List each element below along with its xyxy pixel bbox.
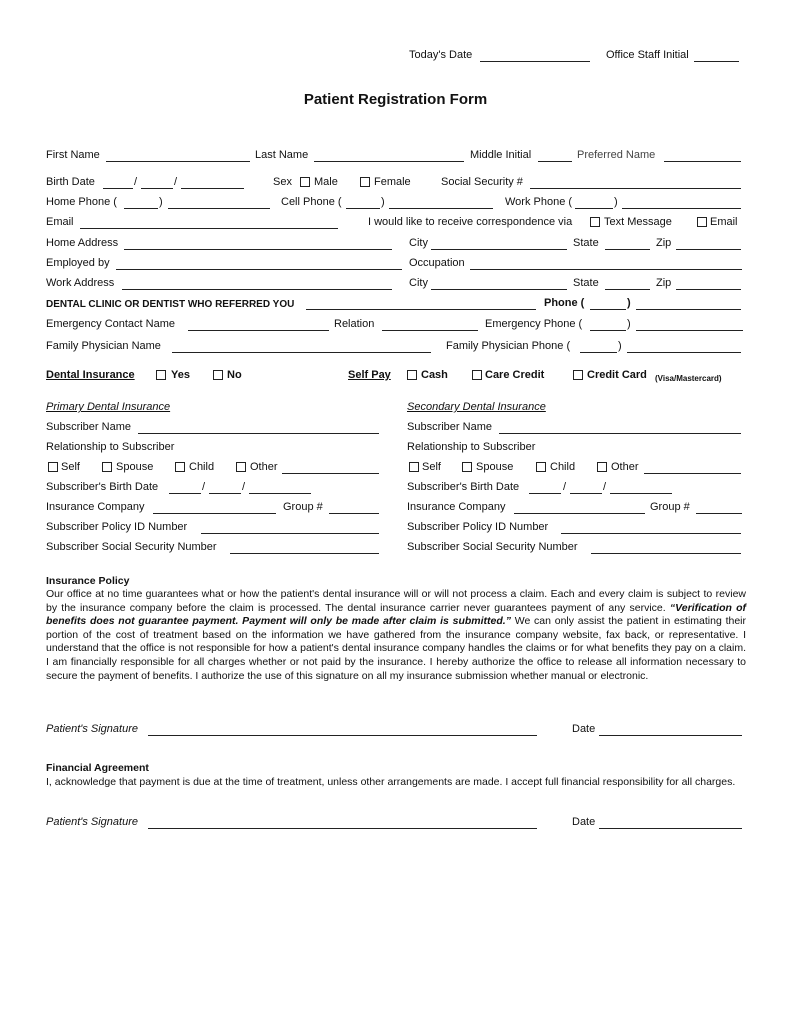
home-city-field[interactable]: [431, 239, 567, 250]
occupation-label: Occupation: [409, 257, 465, 269]
family-physician-phone-field[interactable]: [627, 342, 741, 353]
secondary-relationship-label: Relationship to Subscriber: [407, 441, 536, 453]
secondary-self-checkbox[interactable]: [409, 462, 419, 472]
self-pay-label: Self Pay: [348, 369, 391, 381]
secondary-child-checkbox[interactable]: [536, 462, 546, 472]
signature-date-field[interactable]: [599, 725, 742, 736]
secondary-group-field[interactable]: [696, 503, 742, 514]
work-phone-area-field[interactable]: [575, 198, 613, 209]
correspondence-label: I would like to receive correspondence via: [368, 216, 573, 228]
secondary-policy-id-field[interactable]: [561, 523, 741, 534]
policy-text-part-1: Our office at no time guarantees what or how the patient's dental insurance will or will not process a claim. Each and every claim is subject to review by the insurance company before the claim is processed. The dental insurance carrier never guarantees payment of any service.: [46, 588, 746, 614]
relation-field[interactable]: [382, 320, 478, 331]
work-address-field[interactable]: [122, 279, 392, 290]
primary-policy-id-label: Subscriber Policy ID Number: [46, 521, 188, 533]
middle-initial-field[interactable]: [538, 151, 572, 162]
cell-phone-area-field[interactable]: [346, 198, 380, 209]
referrer-phone-area-field[interactable]: [590, 299, 626, 310]
credit-card-checkbox[interactable]: [573, 370, 583, 380]
secondary-child-label: Child: [550, 461, 576, 473]
signature-date-label: Date: [572, 816, 596, 828]
middle-initial-label: Middle Initial: [470, 149, 532, 161]
first-name-field[interactable]: [106, 151, 250, 162]
paren-close: ): [381, 196, 385, 208]
referred-by-field[interactable]: [306, 299, 536, 310]
emergency-phone-label: Emergency Phone (: [485, 318, 583, 330]
dental-insurance-label: Dental Insurance: [46, 369, 135, 381]
secondary-birth-month-field[interactable]: [529, 483, 561, 494]
birth-date-label: Birth Date: [46, 176, 95, 188]
secondary-spouse-label: Spouse: [476, 461, 514, 473]
family-physician-label: Family Physician Name: [46, 340, 161, 352]
home-address-label: Home Address: [46, 237, 119, 249]
financial-agreement-text: I, acknowledge that payment is due at the time of treatment, unless other arrangements are made. I accept full financial responsibility for all charges.: [46, 776, 736, 788]
secondary-ssn-field[interactable]: [591, 543, 741, 554]
last-name-field[interactable]: [314, 151, 464, 162]
primary-ssn-field[interactable]: [230, 543, 379, 554]
cash-checkbox[interactable]: [407, 370, 417, 380]
todays-date-label: Today's Date: [409, 49, 473, 61]
primary-birth-day-field[interactable]: [209, 483, 241, 494]
primary-policy-id-field[interactable]: [201, 523, 379, 534]
signature-date-label: Date: [572, 723, 596, 735]
financial-agreement-heading: Financial Agreement: [46, 762, 149, 774]
referrer-phone-field[interactable]: [636, 299, 741, 310]
primary-company-field[interactable]: [153, 503, 276, 514]
work-zip-field[interactable]: [676, 279, 741, 290]
paren-close: ): [627, 318, 631, 330]
primary-other-label: Other: [250, 461, 278, 473]
financial-signature-field[interactable]: [148, 818, 537, 829]
primary-insurance-heading: Primary Dental Insurance: [46, 401, 171, 413]
patient-signature-field[interactable]: [148, 725, 537, 736]
secondary-group-label: Group #: [650, 501, 690, 513]
home-phone-label: Home Phone (: [46, 196, 117, 208]
employed-by-label: Employed by: [46, 257, 110, 269]
secondary-self-label: Self: [422, 461, 441, 473]
insurance-policy-heading: Insurance Policy: [46, 575, 130, 587]
date-separator: /: [563, 481, 567, 493]
date-separator: /: [603, 481, 607, 493]
employed-by-field[interactable]: [116, 259, 402, 270]
care-credit-label: Care Credit: [485, 369, 545, 381]
home-phone-field[interactable]: [168, 198, 270, 209]
work-state-field[interactable]: [605, 279, 650, 290]
last-name-label: Last Name: [255, 149, 309, 161]
work-address-label: Work Address: [46, 277, 115, 289]
home-phone-area-field[interactable]: [124, 198, 158, 209]
insurance-policy-text: [46, 588, 746, 683]
insurance-yes-label: Yes: [171, 369, 190, 381]
secondary-subscriber-name-field[interactable]: [499, 423, 741, 434]
email-option-label: Email: [710, 216, 738, 228]
insurance-no-label: No: [227, 369, 242, 381]
primary-subscriber-name-label: Subscriber Name: [46, 421, 131, 433]
email-option-checkbox[interactable]: [697, 217, 707, 227]
text-message-label: Text Message: [604, 216, 672, 228]
insurance-no-checkbox[interactable]: [213, 370, 223, 380]
social-security-field[interactable]: [530, 178, 741, 189]
cell-phone-field[interactable]: [389, 198, 493, 209]
preferred-name-field[interactable]: [664, 151, 741, 162]
visa-mastercard-label: (Visa/Mastercard): [655, 374, 722, 383]
date-separator: /: [174, 176, 178, 188]
emergency-phone-field[interactable]: [636, 320, 743, 331]
secondary-insurance-heading: Secondary Dental Insurance: [407, 401, 546, 413]
home-address-field[interactable]: [124, 239, 392, 250]
work-phone-field[interactable]: [622, 198, 741, 209]
primary-child-label: Child: [189, 461, 215, 473]
female-label: Female: [374, 176, 411, 188]
primary-spouse-label: Spouse: [116, 461, 154, 473]
secondary-company-field[interactable]: [514, 503, 645, 514]
secondary-company-label: Insurance Company: [407, 501, 506, 513]
relation-label: Relation: [334, 318, 375, 330]
secondary-policy-id-label: Subscriber Policy ID Number: [407, 521, 549, 533]
sex-label: Sex: [273, 176, 292, 188]
email-label: Email: [46, 216, 74, 228]
primary-group-field[interactable]: [329, 503, 379, 514]
cash-label: Cash: [421, 369, 448, 381]
patient-signature-label: Patient's Signature: [46, 723, 138, 735]
financial-date-field[interactable]: [599, 818, 742, 829]
primary-child-checkbox[interactable]: [175, 462, 185, 472]
female-checkbox[interactable]: [360, 177, 370, 187]
zip-label: Zip: [656, 277, 672, 289]
office-staff-initial-label: Office Staff Initial: [606, 49, 689, 61]
email-field[interactable]: [80, 218, 338, 229]
home-state-field[interactable]: [605, 239, 650, 250]
emergency-phone-area-field[interactable]: [590, 320, 626, 331]
care-credit-checkbox[interactable]: [472, 370, 482, 380]
social-security-label: Social Security #: [441, 176, 523, 188]
insurance-yes-checkbox[interactable]: [156, 370, 166, 380]
secondary-ssn-label: Subscriber Social Security Number: [407, 541, 578, 553]
todays-date-field[interactable]: [480, 51, 590, 62]
referred-by-label: DENTAL CLINIC OR DENTIST WHO REFERRED YOU: [46, 299, 295, 310]
secondary-spouse-checkbox[interactable]: [462, 462, 472, 472]
credit-card-label: Credit Card: [587, 369, 647, 381]
emergency-contact-label: Emergency Contact Name: [46, 318, 175, 330]
secondary-birth-date-label: Subscriber's Birth Date: [407, 481, 520, 493]
secondary-other-field[interactable]: [644, 463, 741, 474]
paren-close: ): [618, 340, 622, 352]
work-city-field[interactable]: [431, 279, 567, 290]
male-label: Male: [314, 176, 338, 188]
primary-birth-month-field[interactable]: [169, 483, 201, 494]
family-physician-field[interactable]: [172, 342, 431, 353]
occupation-field[interactable]: [470, 259, 742, 270]
primary-other-checkbox[interactable]: [236, 462, 246, 472]
secondary-birth-year-field[interactable]: [610, 483, 672, 494]
home-zip-field[interactable]: [676, 239, 741, 250]
primary-other-field[interactable]: [282, 463, 379, 474]
primary-ssn-label: Subscriber Social Security Number: [46, 541, 217, 553]
date-separator: /: [202, 481, 206, 493]
primary-birth-year-field[interactable]: [249, 483, 311, 494]
policy-text-part-2: We can only assist the patient in estimating their portion of the cost of treatment based on the information we have gathered from the insurance company website, fax back, or representative. I understand that the office is not responsible for how a patient's dental insurance company handles the claims or for what benefits they pay on a claim. I am financially responsible for all charges whether or not paid by the insurance. I hereby authorize the office to release all information necessary to secure the payment of benefits. I authorize the use of this signature on all my insurance submission whether manual or electronic.: [46, 615, 746, 682]
primary-self-checkbox[interactable]: [48, 462, 58, 472]
text-message-checkbox[interactable]: [590, 217, 600, 227]
cell-phone-label: Cell Phone (: [281, 196, 342, 208]
first-name-label: First Name: [46, 149, 100, 161]
family-physician-phone-area-field[interactable]: [580, 342, 617, 353]
birth-day-field[interactable]: [141, 178, 173, 189]
family-physician-phone-label: Family Physician Phone (: [446, 340, 571, 352]
secondary-other-label: Other: [611, 461, 639, 473]
secondary-birth-day-field[interactable]: [570, 483, 602, 494]
paren-close: ): [159, 196, 163, 208]
primary-spouse-checkbox[interactable]: [102, 462, 112, 472]
city-label: City: [409, 237, 428, 249]
page-title: Patient Registration Form: [303, 91, 488, 108]
paren-close: ): [614, 196, 618, 208]
office-staff-initial-field[interactable]: [694, 51, 739, 62]
secondary-subscriber-name-label: Subscriber Name: [407, 421, 492, 433]
emergency-contact-field[interactable]: [188, 320, 329, 331]
primary-self-label: Self: [61, 461, 80, 473]
referrer-phone-label: Phone (: [544, 297, 585, 309]
secondary-other-checkbox[interactable]: [597, 462, 607, 472]
state-label: State: [573, 237, 599, 249]
primary-subscriber-name-field[interactable]: [138, 423, 379, 434]
work-phone-label: Work Phone (: [505, 196, 573, 208]
primary-group-label: Group #: [283, 501, 323, 513]
city-label: City: [409, 277, 428, 289]
date-separator: /: [134, 176, 138, 188]
male-checkbox[interactable]: [300, 177, 310, 187]
birth-year-field[interactable]: [181, 178, 244, 189]
preferred-name-label: Preferred Name: [577, 149, 656, 161]
policy-text-emphasis: “Verification of benefits does not guarantee payment. Payment will only be made after claim is submitted.”: [46, 601, 746, 628]
primary-relationship-label: Relationship to Subscriber: [46, 441, 175, 453]
state-label: State: [573, 277, 599, 289]
primary-birth-date-label: Subscriber's Birth Date: [46, 481, 159, 493]
date-separator: /: [242, 481, 246, 493]
patient-signature-label: Patient's Signature: [46, 816, 138, 828]
birth-month-field[interactable]: [103, 178, 133, 189]
primary-company-label: Insurance Company: [46, 501, 145, 513]
paren-close: ): [627, 297, 631, 309]
zip-label: Zip: [656, 237, 672, 249]
